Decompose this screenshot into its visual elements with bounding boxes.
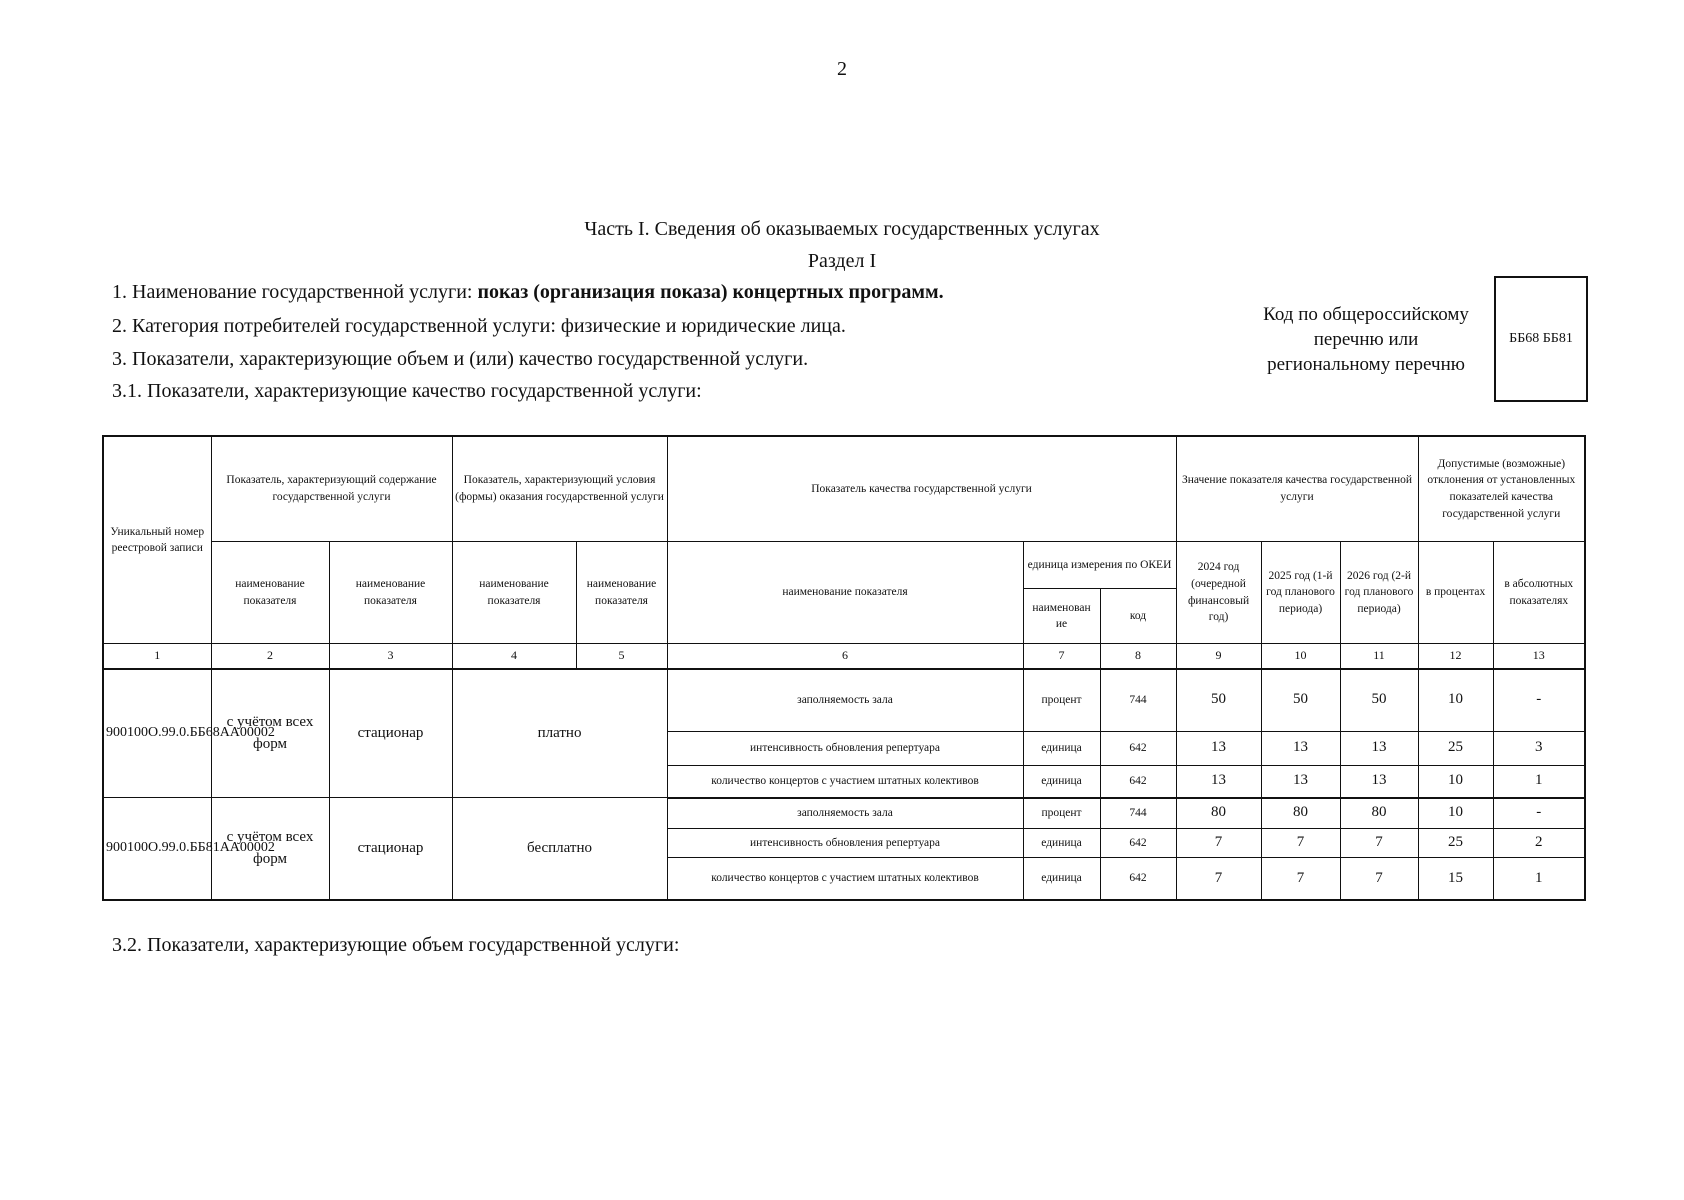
unit-name-cell: единица <box>1023 731 1100 765</box>
column-number: 12 <box>1418 644 1493 669</box>
service-name-value: показ (организация показа) концертных программ. <box>477 281 944 303</box>
code-value: ББ68 ББ81 <box>1509 331 1573 346</box>
indicator-name-cell: интенсивность обновления репертуара <box>667 829 1023 858</box>
value-2025-cell: 13 <box>1261 731 1340 765</box>
payment-condition-cell: платно <box>452 669 667 798</box>
deviation-percent-cell: 15 <box>1418 858 1493 900</box>
deviation-percent-cell: 10 <box>1418 765 1493 797</box>
value-2024-cell: 50 <box>1176 669 1261 731</box>
value-2024-cell: 80 <box>1176 798 1261 829</box>
value-2024-cell: 13 <box>1176 765 1261 797</box>
column-number: 9 <box>1176 644 1261 669</box>
value-2025-cell: 7 <box>1261 829 1340 858</box>
header-condition-indicator: Показатель, характеризующий условия (формы) оказания государственной услуги <box>452 436 667 541</box>
header-registry-number: Уникальный номер реестровой записи <box>103 436 211 644</box>
deviation-percent-cell: 10 <box>1418 669 1493 731</box>
column-number: 8 <box>1100 644 1176 669</box>
code-label-line-1: Код по общероссийскому <box>1263 304 1469 325</box>
column-number: 10 <box>1261 644 1340 669</box>
registry-number-cell: 900100О.99.0.ББ81АА00002 <box>103 798 211 900</box>
value-2026-cell: 7 <box>1340 829 1418 858</box>
header-unit-okei: единица измерения по ОКЕИ <box>1023 541 1176 588</box>
registry-number-cell: 900100О.99.0.ББ68АА00002 <box>103 669 211 798</box>
indicator-name-cell: заполняемость зала <box>667 798 1023 829</box>
deviation-absolute-cell: 3 <box>1493 731 1585 765</box>
indicator-name-cell: заполняемость зала <box>667 669 1023 731</box>
column-numbers-row <box>103 644 1585 669</box>
value-2026-cell: 50 <box>1340 669 1418 731</box>
volume-indicators-heading: 3.2. Показатели, характеризующие объем государственной услуги: <box>112 934 680 956</box>
content-indicator-cell: с учётом всех форм <box>211 669 329 798</box>
indicator-name-cell: количество концертов с участием штатных колективов <box>667 765 1023 797</box>
column-number: 13 <box>1493 644 1585 669</box>
deviation-percent-cell: 25 <box>1418 829 1493 858</box>
header-year-2024: 2024 год (очередной финансовый год) <box>1176 541 1261 643</box>
column-number: 6 <box>667 644 1023 669</box>
section-title: Раздел I <box>807 250 877 272</box>
unit-code-cell: 642 <box>1100 858 1176 900</box>
header-in-absolute: в абсолютных показателях <box>1493 541 1585 643</box>
deviation-percent-cell: 25 <box>1418 731 1493 765</box>
unit-code-cell: 744 <box>1100 669 1176 731</box>
value-2024-cell: 7 <box>1176 829 1261 858</box>
value-2025-cell: 50 <box>1261 669 1340 731</box>
consumers-line: 2. Категория потребителей государственной услуги: физические и юридические лица. <box>112 315 846 337</box>
code-label-line-3: региональному перечню <box>1267 354 1465 375</box>
header-year-2026: 2026 год (2-й год планового периода) <box>1340 541 1418 643</box>
unit-name-cell: единица <box>1023 858 1100 900</box>
quality-indicators-table <box>102 435 1586 901</box>
code-box <box>1494 276 1588 402</box>
value-2026-cell: 13 <box>1340 731 1418 765</box>
deviation-absolute-cell: - <box>1493 669 1585 731</box>
value-2024-cell: 13 <box>1176 731 1261 765</box>
content-indicator-cell: с учётом всех форм <box>211 798 329 900</box>
page-number: 2 <box>837 58 847 80</box>
unit-name-cell: процент <box>1023 669 1100 731</box>
header-indicator-name-col6: наименование показателя <box>667 541 1023 643</box>
payment-condition-cell: бесплатно <box>452 798 667 900</box>
indicator-name-cell: количество концертов с участием штатных колективов <box>667 858 1023 900</box>
service-name-prefix: 1. Наименование государственной услуги: <box>112 281 478 303</box>
deviation-absolute-cell: 1 <box>1493 858 1585 900</box>
header-content-indicator: Показатель, характеризующий содержание государственной услуги <box>211 436 452 541</box>
header-indicator-name-col3: наименование показателя <box>329 541 452 643</box>
condition-cell: стационар <box>329 798 452 900</box>
deviation-absolute-cell: 1 <box>1493 765 1585 797</box>
deviation-percent-cell: 10 <box>1418 798 1493 829</box>
header-deviations: Допустимые (возможные) отклонения от установленных показателей качества государственной услуги <box>1418 436 1585 541</box>
indicators-line: 3. Показатели, характеризующие объем и (или) качество государственной услуги. <box>112 348 809 370</box>
service-name-line <box>112 281 944 304</box>
column-number: 5 <box>576 644 667 669</box>
column-number: 4 <box>452 644 576 669</box>
column-number: 3 <box>329 644 452 669</box>
column-number: 2 <box>211 644 329 669</box>
quality-indicators-heading: 3.1. Показатели, характеризующие качество государственной услуги: <box>112 380 702 402</box>
code-label-line-2: перечню или <box>1313 329 1419 350</box>
unit-code-cell: 744 <box>1100 798 1176 829</box>
table-row <box>103 669 1585 731</box>
header-unit-name: наименован ие <box>1023 589 1100 644</box>
value-2025-cell: 7 <box>1261 858 1340 900</box>
unit-code-cell: 642 <box>1100 731 1176 765</box>
header-indicator-name-col2: наименование показателя <box>211 541 329 643</box>
unit-name-cell: процент <box>1023 798 1100 829</box>
condition-cell: стационар <box>329 669 452 798</box>
unit-code-cell: 642 <box>1100 829 1176 858</box>
value-2026-cell: 80 <box>1340 798 1418 829</box>
header-year-2025: 2025 год (1-й год планового периода) <box>1261 541 1340 643</box>
column-number: 1 <box>103 644 211 669</box>
unit-name-cell: единица <box>1023 765 1100 797</box>
deviation-absolute-cell: 2 <box>1493 829 1585 858</box>
header-indicator-name-col5: наименование показателя <box>576 541 667 643</box>
indicator-name-cell: интенсивность обновления репертуара <box>667 731 1023 765</box>
column-number: 7 <box>1023 644 1100 669</box>
part-title: Часть I. Сведения об оказываемых государственных услугах <box>584 218 1100 240</box>
table-row <box>103 798 1585 829</box>
code-label <box>1240 302 1492 377</box>
header-indicator-name-col4: наименование показателя <box>452 541 576 643</box>
deviation-absolute-cell: - <box>1493 798 1585 829</box>
value-2025-cell: 13 <box>1261 765 1340 797</box>
header-unit-code: код <box>1100 589 1176 644</box>
header-in-percent: в процентах <box>1418 541 1493 643</box>
value-2025-cell: 80 <box>1261 798 1340 829</box>
value-2024-cell: 7 <box>1176 858 1261 900</box>
value-2026-cell: 7 <box>1340 858 1418 900</box>
header-quality-value: Значение показателя качества государственной услуги <box>1176 436 1418 541</box>
value-2026-cell: 13 <box>1340 765 1418 797</box>
header-quality-indicator: Показатель качества государственной услуги <box>667 436 1176 541</box>
unit-code-cell: 642 <box>1100 765 1176 797</box>
column-number: 11 <box>1340 644 1418 669</box>
unit-name-cell: единица <box>1023 829 1100 858</box>
